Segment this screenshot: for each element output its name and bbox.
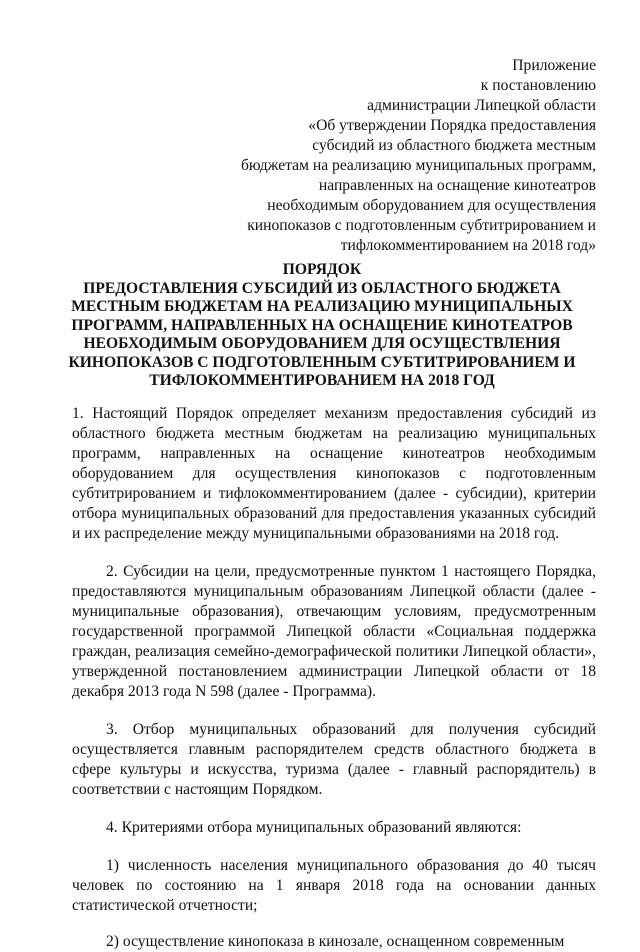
appendix-line: кинопоказов с подготовленным субтитрированием и — [247, 217, 596, 234]
paragraph-4: 4. Критериями отбора муниципальных образований являются: — [106, 819, 522, 836]
document-title — [60, 261, 584, 391]
appendix-line: Приложение — [512, 57, 596, 74]
title-line: ПРОГРАММ, НАПРАВЛЕННЫХ НА ОСНАЩЕНИЕ КИНОТЕАТРОВ — [71, 316, 573, 334]
appendix-line: тифлокомментированием на 2018 год» — [340, 237, 596, 254]
paragraph-1: 1. Настоящий Порядок определяет механизм предоставления субсидий из областного бюджета местным бюджетам на реализацию муниципальных программ, направленных на оснащение кинотеатров необходимым оборудованием для осуществления кинопоказов с подготовленным субтитрированием и тифлокомментированием (далее - субсидии), критерии отбора муниципальных образований для предоставления указанных субсидий и их распределение между муниципальными образованиями на 2018 год. — [72, 405, 596, 542]
appendix-line: необходимым оборудованием для осуществления — [267, 197, 596, 214]
appendix-line: администрации Липецкой области — [367, 97, 596, 114]
title-line: КИНОПОКАЗОВ С ПОДГОТОВЛЕННЫМ СУБТИТРИРОВАНИЕМ И — [68, 353, 576, 371]
appendix-line: «Об утверждении Порядка предоставления — [308, 117, 596, 134]
paragraph-2: 2. Субсидии на цели, предусмотренные пунктом 1 настоящего Порядка, предоставляются муниципальным образованиям Липецкой области (далее - муниципальные образования), отвечающим условиям, предусмотренным государственной программой Липецкой области «Социальная поддержка граждан, реализация семейно-демографической политики Липецкой области», утвержденной постановлением администрации Липецкой области от 18 декабря 2013 года N 598 (далее - Программа). — [72, 563, 596, 700]
title-line: ПОРЯДОК — [282, 261, 362, 278]
title-line: МЕСТНЫМ БЮДЖЕТАМ НА РЕАЛИЗАЦИЮ МУНИЦИПАЛЬНЫХ — [71, 298, 573, 315]
paragraph-3: 3. Отбор муниципальных образований для получения субсидий осуществляется главным распорядителем средств областного бюджета в сфере культуры и искусства, туризма (далее - главный распорядитель) в соответствии с настоящим Порядком. — [72, 721, 596, 798]
appendix-line: бюджетам на реализацию муниципальных программ, — [240, 157, 596, 174]
title-line: НЕОБХОДИМЫМ ОБОРУДОВАНИЕМ ДЛЯ ОСУЩЕСТВЛЕНИЯ — [83, 335, 561, 352]
appendix-line: субсидий из областного бюджета местным — [312, 137, 596, 154]
criteria-item-2: 2) осуществление кинопоказа в кинозале, оснащенном современным — [106, 933, 565, 950]
title-line: ТИФЛОКОММЕНТИРОВАНИЕМ НА 2018 ГОД — [149, 372, 495, 389]
title-line: ПРЕДОСТАВЛЕНИЯ СУБСИДИЙ ИЗ ОБЛАСТНОГО БЮДЖЕТА — [83, 279, 561, 297]
document-body — [72, 404, 596, 952]
appendix-line: к постановлению — [480, 77, 596, 94]
appendix-header — [176, 56, 596, 256]
criteria-item-1: 1) численность населения муниципального образования до 40 тысяч человек по состоянию на 1 января 2018 года на основании данных статистической отчетности; — [72, 857, 596, 914]
appendix-line: направленных на оснащение кинотеатров — [318, 177, 596, 194]
